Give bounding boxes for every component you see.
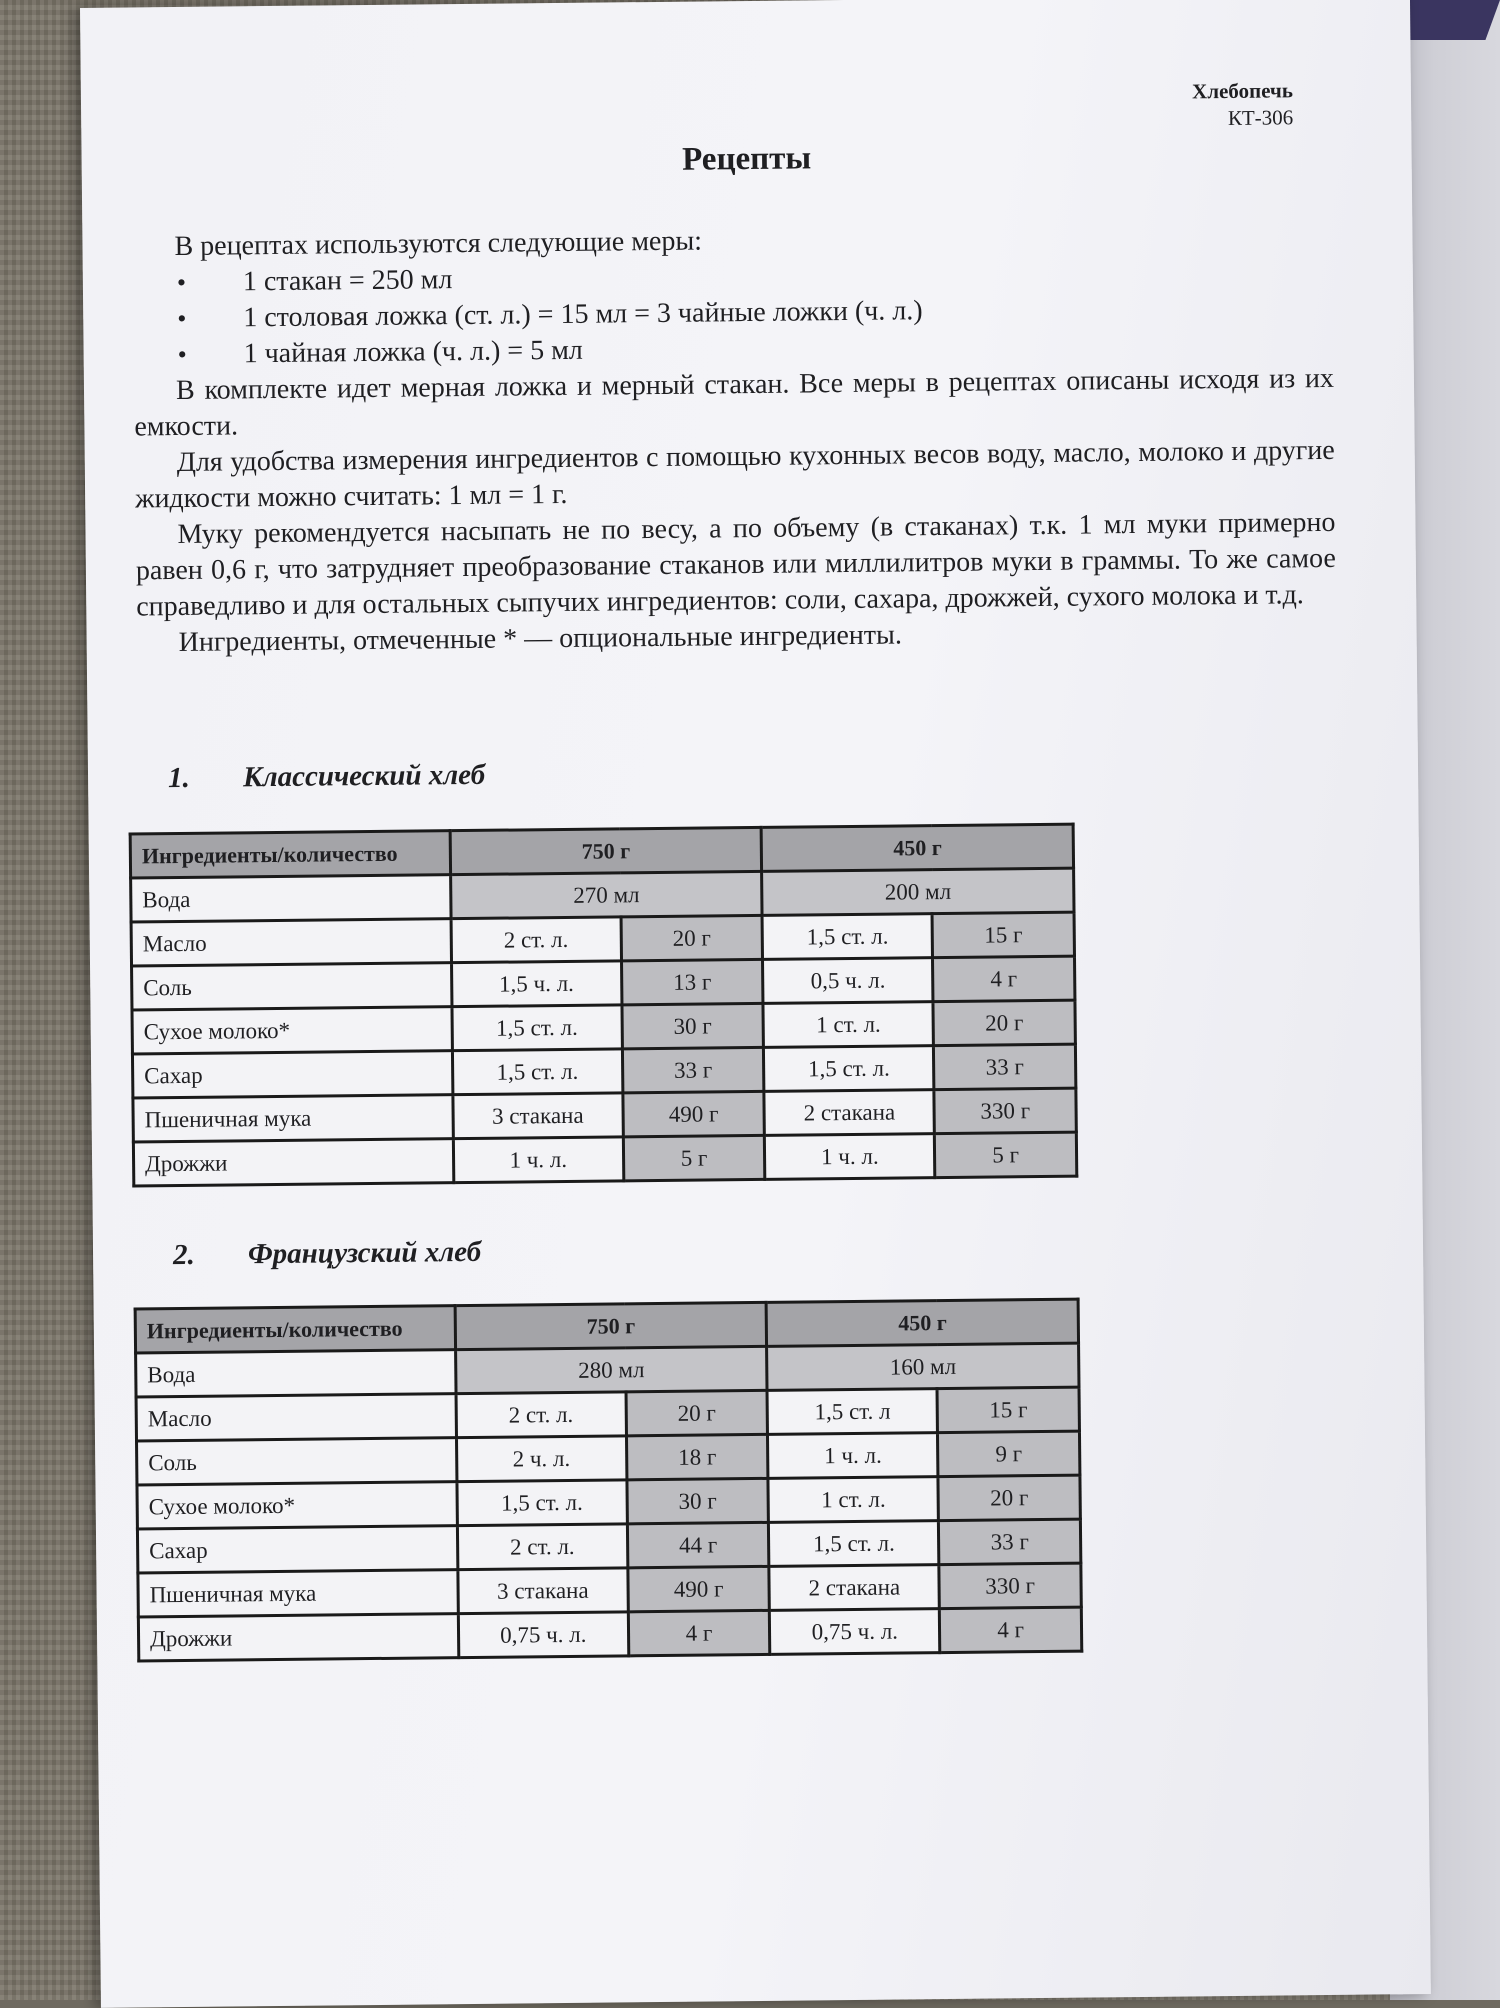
recipe-number: 1. — [167, 761, 190, 795]
ingredient-name: Сухое молоко* — [137, 1482, 457, 1529]
amount-750: 280 мл — [455, 1346, 767, 1393]
header-brand: Хлебопечь — [1191, 78, 1294, 104]
ingredient-name: Вода — [131, 875, 451, 922]
measure-450: 2 стакана — [769, 1565, 939, 1611]
manual-page — [80, 0, 1431, 2008]
ingredient-name: Масло — [136, 1394, 456, 1441]
paragraph-optional: Ингредиенты, отмеченные * — опциональные ингредиенты. — [178, 619, 903, 659]
header-ingredients: Ингредиенты/количество — [135, 1306, 455, 1353]
page-title: Рецепты — [681, 140, 812, 178]
measure-750: 3 стакана — [453, 1093, 623, 1139]
grams-750: 4 г — [628, 1610, 770, 1655]
measure-750: 3 стакана — [458, 1568, 628, 1614]
ingredient-name: Соль — [137, 1438, 457, 1485]
measure-450: 1,5 ст. л. — [769, 1521, 939, 1567]
grams-750: 44 г — [627, 1522, 769, 1567]
ingredient-name: Пшеничная мука — [138, 1570, 458, 1617]
header-ingredients: Ингредиенты/количество — [130, 831, 450, 878]
measure-750: 2 ст. л. — [456, 1392, 626, 1438]
grams-450: 330 г — [934, 1088, 1076, 1133]
ingredient-name: Пшеничная мука — [133, 1095, 453, 1142]
header-750: 750 г — [455, 1302, 767, 1349]
ingredient-name: Соль — [132, 963, 452, 1010]
recipe-2-title — [173, 1236, 481, 1272]
grams-450: 330 г — [939, 1563, 1081, 1608]
header-450: 450 г — [766, 1299, 1078, 1346]
measure-450: 1 ст. л. — [768, 1477, 938, 1523]
table-row — [133, 1132, 1076, 1186]
grams-750: 5 г — [623, 1135, 765, 1180]
measure-item: • 1 стакан = 250 мл — [133, 253, 1333, 302]
measure-item: • 1 чайная ложка (ч. л.) = 5 мл — [133, 325, 1333, 374]
ingredient-name: Масло — [131, 919, 451, 966]
recipe-number: 2. — [172, 1238, 195, 1272]
measure-750: 0,75 ч. л. — [458, 1612, 628, 1658]
ingredient-name: Дрожжи — [138, 1614, 458, 1661]
measures-list — [133, 253, 1334, 374]
measure-750: 2 ст. л. — [457, 1524, 627, 1570]
measure-450: 1 ч. л. — [768, 1433, 938, 1479]
grams-450: 4 г — [933, 956, 1075, 1001]
measure-750: 1,5 ст. л. — [452, 1005, 622, 1051]
grams-750: 20 г — [626, 1390, 768, 1435]
recipe-2-table — [134, 1298, 1084, 1663]
measure-450: 1 ч. л. — [765, 1134, 935, 1180]
paragraph-liquids: Для удобства измерения ингредиентов с помощью кухонных весов воду, масло, молоко и другие жидкости можно считать: 1 мл = 1 г. — [134, 434, 1335, 515]
grams-450: 15 г — [937, 1387, 1079, 1432]
recipe-name: Французский хлеб — [247, 1235, 482, 1271]
grams-750: 20 г — [621, 915, 763, 960]
measure-450: 0,75 ч. л. — [770, 1609, 940, 1655]
grams-450: 33 г — [934, 1044, 1076, 1089]
grams-450: 20 г — [933, 1000, 1075, 1045]
measure-450: 2 стакана — [764, 1090, 934, 1136]
page-header — [1192, 77, 1293, 132]
measure-450: 1 ст. л. — [763, 1002, 933, 1048]
intro-text — [132, 217, 1336, 662]
grams-450: 15 г — [932, 912, 1074, 957]
measure-750: 2 ч. л. — [456, 1436, 626, 1482]
paragraph-flour: Муку рекомендуется насыпать не по весу, а по объему (в стаканах) т.к. 1 мл муки примерно равен 0,6 г, что затрудняет преобразование стаканов или миллилитров муки в граммы. То же самое справедливо и для остальных сыпучих ингредиентов: соли, сахара, дрожжей, сухого молока и т.д. — [135, 506, 1336, 623]
ingredient-name: Вода — [136, 1350, 456, 1397]
measure-450: 1,5 ст. л. — [762, 914, 932, 960]
measure-750: 1 ч. л. — [453, 1137, 623, 1183]
grams-750: 490 г — [628, 1566, 770, 1611]
grams-750: 30 г — [627, 1478, 769, 1523]
measure-750: 2 ст. л. — [451, 917, 621, 963]
measures-heading: В рецептах используются следующие меры: — [174, 225, 703, 263]
table-row — [138, 1607, 1081, 1661]
amount-750: 270 мл — [450, 871, 762, 918]
grams-450: 33 г — [939, 1519, 1081, 1564]
grams-450: 20 г — [938, 1475, 1080, 1520]
recipe-1-title — [168, 759, 485, 795]
measure-450: 1,5 ст. л — [767, 1389, 937, 1435]
header-model: КТ-306 — [1227, 105, 1294, 130]
ingredient-name: Сухое молоко* — [132, 1007, 452, 1054]
measure-item: • 1 столовая ложка (ст. л.) = 15 мл = 3 чайные ложки (ч. л.) — [133, 289, 1333, 338]
measure-750: 1,5 ст. л. — [457, 1480, 627, 1526]
grams-750: 33 г — [622, 1047, 764, 1092]
measure-750: 1,5 ст. л. — [452, 1049, 622, 1095]
header-750: 750 г — [450, 827, 762, 874]
measure-750: 1,5 ч. л. — [451, 961, 621, 1007]
measure-450: 0,5 ч. л. — [763, 958, 933, 1004]
grams-450: 4 г — [940, 1607, 1082, 1652]
recipe-1-table — [129, 823, 1079, 1188]
grams-750: 30 г — [622, 1003, 764, 1048]
grams-750: 18 г — [626, 1434, 768, 1479]
grams-450: 5 г — [935, 1132, 1077, 1177]
amount-450: 200 мл — [762, 868, 1074, 915]
amount-450: 160 мл — [767, 1343, 1079, 1390]
ingredient-name: Сахар — [132, 1051, 452, 1098]
grams-450: 9 г — [938, 1431, 1080, 1476]
paragraph-measuring-set: В комплекте идет мерная ложка и мерный стакан. Все меры в рецептах описаны исходя из их емкости. — [134, 362, 1335, 443]
grams-750: 490 г — [623, 1091, 765, 1136]
ingredient-name: Дрожжи — [133, 1139, 453, 1186]
grams-750: 13 г — [621, 959, 763, 1004]
header-450: 450 г — [761, 824, 1073, 871]
measure-450: 1,5 ст. л. — [764, 1046, 934, 1092]
ingredient-name: Сахар — [137, 1526, 457, 1573]
recipe-name: Классический хлеб — [242, 758, 486, 794]
